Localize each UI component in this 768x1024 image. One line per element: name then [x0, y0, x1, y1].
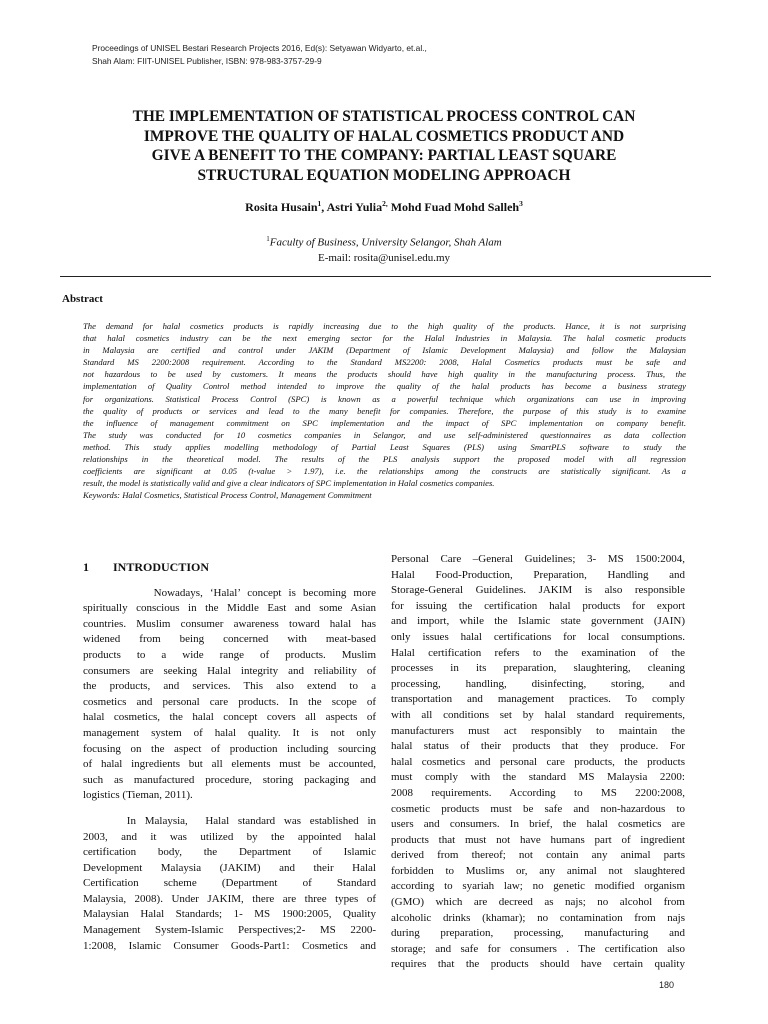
paragraph-line: halal status of their products that they produce. For	[391, 740, 685, 753]
paragraph-line: forbidden to Muslims or, any animal not slaughtered	[391, 864, 685, 877]
paragraph-line: products that must not have humans part of ingredient	[391, 833, 685, 846]
abstract-heading: Abstract	[62, 293, 103, 305]
proceedings-line-2: Shah Alam: FIIT-UNISEL Publisher, ISBN: 978-983-3757-29-9	[92, 56, 322, 66]
paragraph-gap	[83, 804, 376, 814]
paragraph-line: Certification scheme (Department of Standard	[83, 877, 376, 890]
author-email: E-mail: rosita@unisel.edu.my	[317, 251, 451, 264]
section-title: INTRODUCTION	[113, 560, 210, 574]
right-column	[391, 552, 685, 973]
paragraph-line: management system of halal quality. It is not only	[83, 726, 376, 739]
title-line: STRUCTURAL EQUATION MODELING APPROACH	[197, 166, 571, 184]
abstract-line: result, the model is statistically valid and give a clear indicators of SPC implementation in Halal cosmetics companies.	[83, 478, 495, 489]
paragraph-line: storage; and safe for consumers . The certification also	[391, 942, 685, 955]
abstract-body	[83, 320, 686, 501]
paragraph-line: 1:2008, Islamic Consumer Goods-Part1: Cosmetics and	[83, 939, 376, 952]
header-divider	[60, 276, 711, 277]
paragraph-line: and import, while the Islamic state government (JAIN)	[391, 615, 685, 628]
paragraph-line: derived from thereof; not contain any animal parts	[391, 849, 685, 862]
section-heading	[83, 560, 376, 576]
abstract-line: for organizations. Statistical Process Control (SPC) is known as a powerful technique which organizations can use in improving	[83, 393, 686, 404]
paragraph-line: countries. Muslim consumer awareness toward halal has	[83, 617, 376, 630]
author-1: Rosita Husain	[245, 200, 318, 214]
paragraph-line: widened from being concerned with meat-based	[83, 633, 376, 646]
paragraph-line: transportation and management practices. To comply	[391, 693, 685, 706]
abstract-line: method. This study applies modelling methodology of Partial Least Squares (PLS) using SmartPLS software to study the	[83, 441, 686, 452]
affiliation-text: Faculty of Business, University Selangor, Shah Alam	[269, 236, 502, 249]
title-line: IMPROVE THE QUALITY OF HALAL COSMETICS PRODUCT AND	[143, 127, 625, 145]
paragraph-line: In Malaysia, Halal standard was established in	[83, 814, 376, 827]
abstract-line: not hazardous to be used by customers. It means the products should have high quality in the manufacturing process. Thus, the	[83, 369, 686, 380]
paragraph-line: cosmetic products must be safe and non-hazardous to	[391, 802, 685, 815]
paragraph-line: 2008 requirements. According to MS 2200:2008,	[391, 786, 685, 799]
paragraph-line: 2003, and it was utilized by the appointed halal	[83, 830, 376, 843]
author-3-affil: 3	[519, 199, 523, 208]
abstract-line: The study was conducted for 10 cosmetics companies in Selangor, and use self-administered questionnaires as data collection	[83, 429, 686, 440]
author-list	[70, 199, 698, 215]
abstract-line: coefficients are significant at 0.05 (t-value > 1.97), i.e. the relationships among the constructs are statistically significant. As a	[83, 466, 686, 477]
abstract-line: implementation of Quality Control method intended to improve the quality of the halal products has become a business strategy	[83, 381, 686, 392]
title-line: GIVE A BENEFIT TO THE COMPANY: PARTIAL LEAST SQUARE	[151, 147, 617, 164]
abstract-line: that halal cosmetics industry can be the next emerging sector for the Halal Industries in Malaysia. The halal cosmetic products	[83, 333, 686, 344]
affiliation-sup: 1	[266, 235, 270, 243]
paragraph-line: halal cosmetics and personal care products, the products	[391, 755, 685, 768]
paragraph-line: requires that the products should have certain quality	[391, 958, 685, 971]
paragraph-line: only issues halal certifications for local consumptions.	[391, 630, 685, 643]
author-2-affil: 2,	[382, 199, 388, 208]
paragraph-line: Development Malaysia (JAKIM) and their Halal	[83, 861, 376, 874]
paragraph-line: consumers are seeking Halal integrity and reliability of	[83, 664, 376, 677]
paper-title	[70, 107, 698, 185]
paragraph-line: Halal certification refers to the examination of the	[391, 646, 685, 659]
abstract-line: the quality of products or services and lead to the many benefit for companies. Therefore, the purpose of this study is to examine	[83, 405, 686, 416]
title-line: THE IMPLEMENTATION OF STATISTICAL PROCESS CONTROL CAN	[132, 108, 636, 125]
paragraph-line: during preparation, processing, manufacturing and	[391, 927, 685, 940]
paragraph-line: processing, handling, disinfecting, storing, and	[391, 677, 685, 690]
abstract-line: relationships in the theoretical model. The results of the PLS analysis support the proposed model with all regression	[83, 454, 686, 465]
author-3: Mohd Fuad Mohd Salleh	[387, 200, 520, 214]
paragraph-line: Personal Care –General Guidelines; 3- MS 1500:2004,	[391, 553, 685, 565]
paragraph-line: of halal ingredients but all elements must be accounted,	[83, 758, 376, 771]
paragraph-line: alcoholic drinks (khamar); no contamination from najs	[391, 911, 685, 924]
paragraph-line: certification body, the Department of Islamic	[83, 846, 376, 859]
paragraph-line: manufacturers must act responsibly to maintain the	[391, 724, 685, 737]
paragraph-line: for issuing the certification halal products for export	[391, 599, 685, 612]
paragraph-line: users and consumers. In brief, the halal cosmetics are	[391, 818, 685, 831]
paragraph-line: Halal Food-Production, Preparation, Handling and	[391, 568, 685, 581]
paragraph-line: (GMO) which are decreed as najs; no alcohol from	[391, 896, 685, 909]
abstract-line: in Malaysia are certified and control under JAKIM (Department of Islamic Development Malaysia) and follow the Malaysian	[83, 345, 686, 356]
section-number: 1	[83, 560, 89, 574]
paragraph-line: Management System-Islamic Perspectives;2- MS 2200-	[83, 924, 376, 937]
keywords-line: Keywords: Halal Cosmetics, Statistical Process Control, Management Commitment	[83, 490, 372, 501]
paragraph-line: spiritually conscious in the Middle East and some Asian	[83, 602, 376, 615]
paragraph-line: halal cosmetics, the halal concept covers all aspects of	[83, 711, 376, 724]
paragraph-line: processes in its preparation, slaughtering, cleaning	[391, 662, 685, 675]
paragraph-line: logistics (Tieman, 2011).	[83, 789, 193, 802]
paragraph-line: Malaysia, 2008). Under JAKIM, there are three types of	[83, 892, 376, 905]
paragraph-line: must comply with the standard MS Malaysia 2200:	[391, 771, 685, 784]
author-1-affil: 1	[317, 199, 322, 208]
paragraph-line: according to syariah law; no genetic modified organism	[391, 880, 685, 893]
paragraph-line: the products, and services. This also extend to a	[83, 680, 376, 693]
author-2: , Astri Yulia	[321, 200, 383, 214]
paragraph-line: cosmetics and personal care products. In the scope of	[83, 695, 376, 708]
abstract-line: the influence of management commitment on SPC implementation and the impact of SPC implementation on company benefit.	[83, 417, 686, 428]
paragraph-line: with all conditions set by halal standard requirements,	[391, 708, 685, 721]
abstract-line: The demand for halal cosmetics products is rapidly increasing due to the high quality of the products. Hance, it is not surprising	[83, 321, 686, 331]
left-column	[83, 560, 376, 954]
abstract-line: Standard MS 2200:2008 requirement. According to the Standard MS2200: 2008, Halal Cosmetics products must be safe and	[83, 357, 686, 368]
page-number: 180	[659, 980, 675, 990]
paragraph-line: focusing on the aspect of production including sourcing	[83, 742, 376, 755]
paragraph-line: such as manufactured procedure, storing packaging and	[83, 773, 376, 786]
proceedings-line-1: Proceedings of UNISEL Bestari Research Projects 2016, Ed(s): Setyawan Widyarto, et.al.,	[92, 43, 427, 53]
affiliation	[70, 232, 698, 266]
paragraph-line: Nowadays, ‘Halal’ concept is becoming more	[83, 586, 376, 599]
paragraph-line: Malaysian Halal Standards; 1- MS 1900:2005, Quality	[83, 908, 376, 921]
paragraph-line: products to a wide range of products. Muslim	[83, 648, 376, 661]
paragraph-line: Storage-General Guidelines. JAKIM is also responsible	[391, 584, 685, 597]
proceedings-header	[92, 42, 692, 68]
